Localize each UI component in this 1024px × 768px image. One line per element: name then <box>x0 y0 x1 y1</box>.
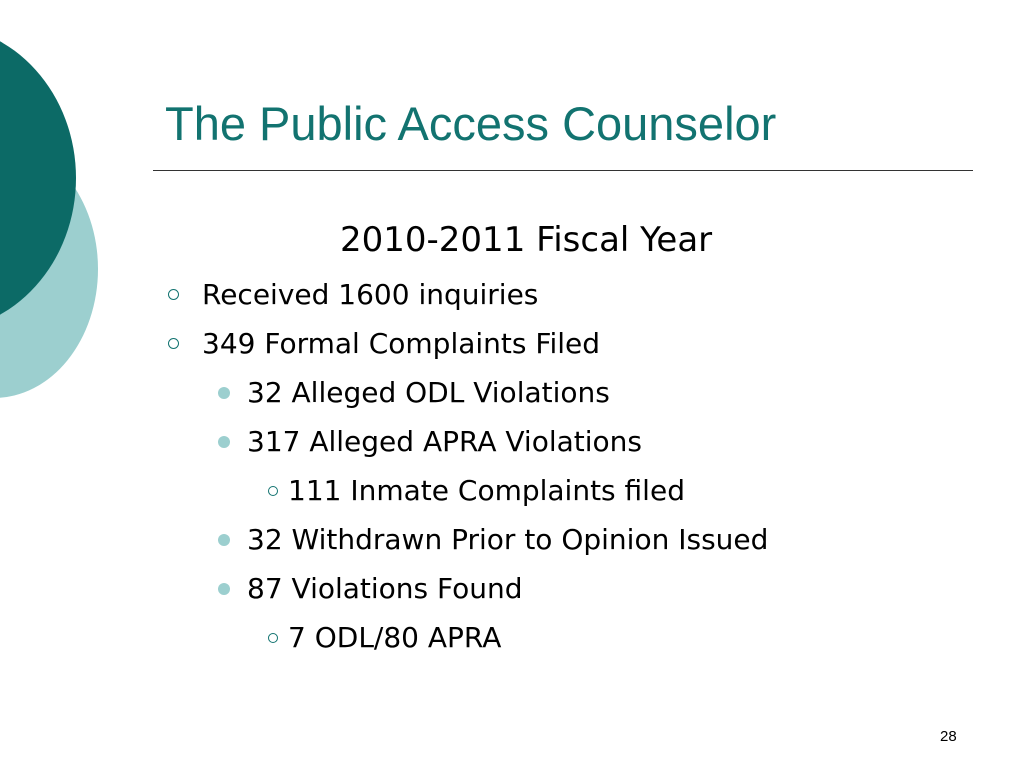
bullet-item <box>166 278 538 311</box>
bullet-item <box>218 376 610 409</box>
bullet-text: Received 1600 inquiries <box>202 278 539 311</box>
filled-dot-icon <box>218 534 230 546</box>
bullet-text: 32 Withdrawn Prior to Opinion Issued <box>247 523 769 556</box>
bullet-text: 32 Alleged ODL Violations <box>247 376 610 409</box>
bullet-text: 111 Inmate Complaints filed <box>288 474 685 507</box>
slide-title: The Public Access Counselor <box>165 97 777 150</box>
bullet-item <box>268 621 501 654</box>
page-number: 28 <box>940 728 957 745</box>
hollow-circle-icon <box>268 486 278 496</box>
bullet-item <box>166 327 600 360</box>
bullet-text: 317 Alleged APRA Violations <box>247 425 642 458</box>
filled-dot-icon <box>218 387 230 399</box>
bullet-item <box>218 425 642 458</box>
bullet-item <box>268 474 685 507</box>
bullet-item <box>218 572 523 605</box>
filled-dot-icon <box>218 436 230 448</box>
bullet-text: 87 Violations Found <box>247 572 523 605</box>
filled-dot-icon <box>218 583 230 595</box>
slide-subheading: 2010-2011 Fiscal Year <box>340 220 713 260</box>
bullet-item <box>218 523 768 556</box>
hollow-circle-icon <box>168 289 179 300</box>
bullet-text: 349 Formal Complaints Filed <box>202 327 601 360</box>
bullet-text: 7 ODL/80 APRA <box>288 621 502 654</box>
title-divider <box>153 170 973 171</box>
hollow-circle-icon <box>268 633 278 643</box>
hollow-circle-icon <box>168 338 179 349</box>
